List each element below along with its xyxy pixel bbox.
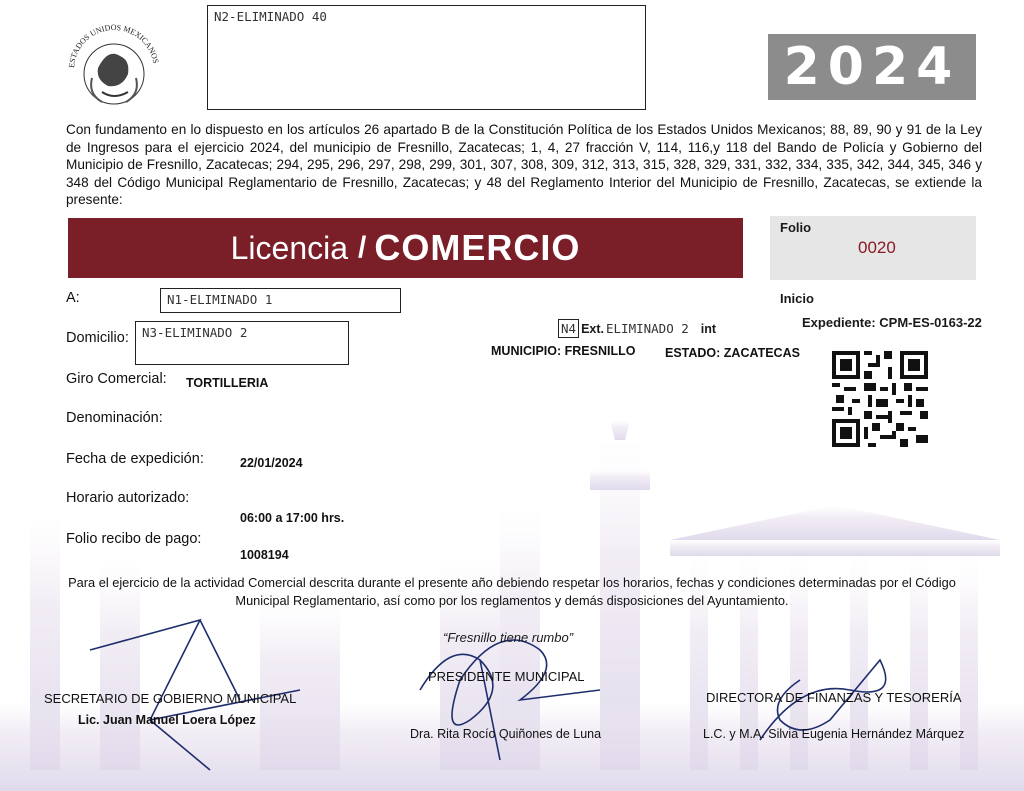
banner-license-label: Licencia xyxy=(230,229,349,266)
slogan: “Fresnillo tiene rumbo” xyxy=(443,630,574,645)
ext-label: Ext. xyxy=(581,321,604,336)
banner-commerce-label: COMERCIO xyxy=(374,227,581,268)
fecha-value: 22/01/2024 xyxy=(240,456,303,470)
banner-separator: / xyxy=(358,231,367,264)
conditions-paragraph: Para el ejercicio de la actividad Comercial descrita durante el presente año debiendo respetar los horarios, fechas y condiciones determinadas por el Código Municipal Reglamentario, así como por los reglamentos y demás disposiciones del Ayuntamiento. xyxy=(68,575,956,608)
ext-redacted-text: ELIMINADO 2 xyxy=(606,321,689,336)
mexico-coat-of-arms-seal xyxy=(58,8,170,120)
license-type-banner xyxy=(68,218,743,278)
folio-number: 0020 xyxy=(858,238,896,257)
year-badge: 2024 xyxy=(768,34,976,100)
qr-code xyxy=(832,351,928,447)
president-signature xyxy=(420,640,600,760)
redacted-header-box: N2-ELIMINADO 40 xyxy=(207,5,646,110)
a-label: A: xyxy=(66,290,80,306)
secretary-title: SECRETARIO DE GOBIERNO MUNICIPAL xyxy=(44,691,297,706)
estado-value: ESTADO: ZACATECAS xyxy=(665,346,800,360)
recibo-label: Folio recibo de pago: xyxy=(66,531,202,547)
expediente-number: Expediente: CPM-ES-0163-22 xyxy=(802,315,982,330)
ext-redacted-box: N4 xyxy=(558,319,579,338)
fecha-label: Fecha de expedición: xyxy=(66,451,204,467)
director-name: L.C. y M.A. Silvia Eugenia Hernández Márquez xyxy=(703,727,965,741)
secretary-name: Lic. Juan Manuel Loera López xyxy=(78,713,256,727)
folio-label: Folio xyxy=(780,220,812,235)
recipient-redacted: N1-ELIMINADO 1 xyxy=(160,288,401,313)
president-title: PRESIDENTE MUNICIPAL xyxy=(428,669,585,684)
address-redacted: N3-ELIMINADO 2 xyxy=(135,321,349,365)
seal-text: ESTADOS UNIDOS MEXICANOS xyxy=(67,22,161,69)
denominacion-label: Denominación: xyxy=(66,410,163,426)
int-label: int xyxy=(700,321,717,336)
ext-number-row xyxy=(558,319,716,338)
president-name: Dra. Rita Rocío Quiñones de Luna xyxy=(410,727,602,741)
giro-value: TORTILLERIA xyxy=(186,376,269,390)
inicio-label: Inicio xyxy=(780,291,814,306)
giro-label: Giro Comercial: xyxy=(66,371,167,387)
horario-value: 06:00 a 17:00 hrs. xyxy=(240,511,345,525)
legal-basis-paragraph: Con fundamento en lo dispuesto en los artículos 26 apartado B de la Constitución Política de los Estados Unidos Mexicanos; 88, 89, 90 y 91 de la Ley de Ingresos para el ejercicio 2024, del municipio de Fresnillo, Zacatecas; 1, 4, 27 fracción V, 114, 116,y 118 del Bando de Policía y Gobierno del Municipio de Fresnillo, Zacatecas; 294, 295, 296, 297, 298, 299, 301, 307, 308, 309, 312, 313, 315, 328, 329, 331, 332, 334, 335, 342, 344, 345, 346 y 348 del Código Municipal Reglamentario de Fresnillo, Zacatecas; y 48 del Reglamento Interior del Municipio de Fresnillo, Zacatecas, se extiende la presente: xyxy=(66,122,982,208)
director-title: DIRECTORA DE FINANZAS Y TESORERÍA xyxy=(706,690,962,705)
municipio-value: MUNICIPIO: FRESNILLO xyxy=(491,344,636,358)
recibo-value: 1008194 xyxy=(240,548,289,562)
domicilio-label: Domicilio: xyxy=(66,330,129,346)
horario-label: Horario autorizado: xyxy=(66,490,190,506)
